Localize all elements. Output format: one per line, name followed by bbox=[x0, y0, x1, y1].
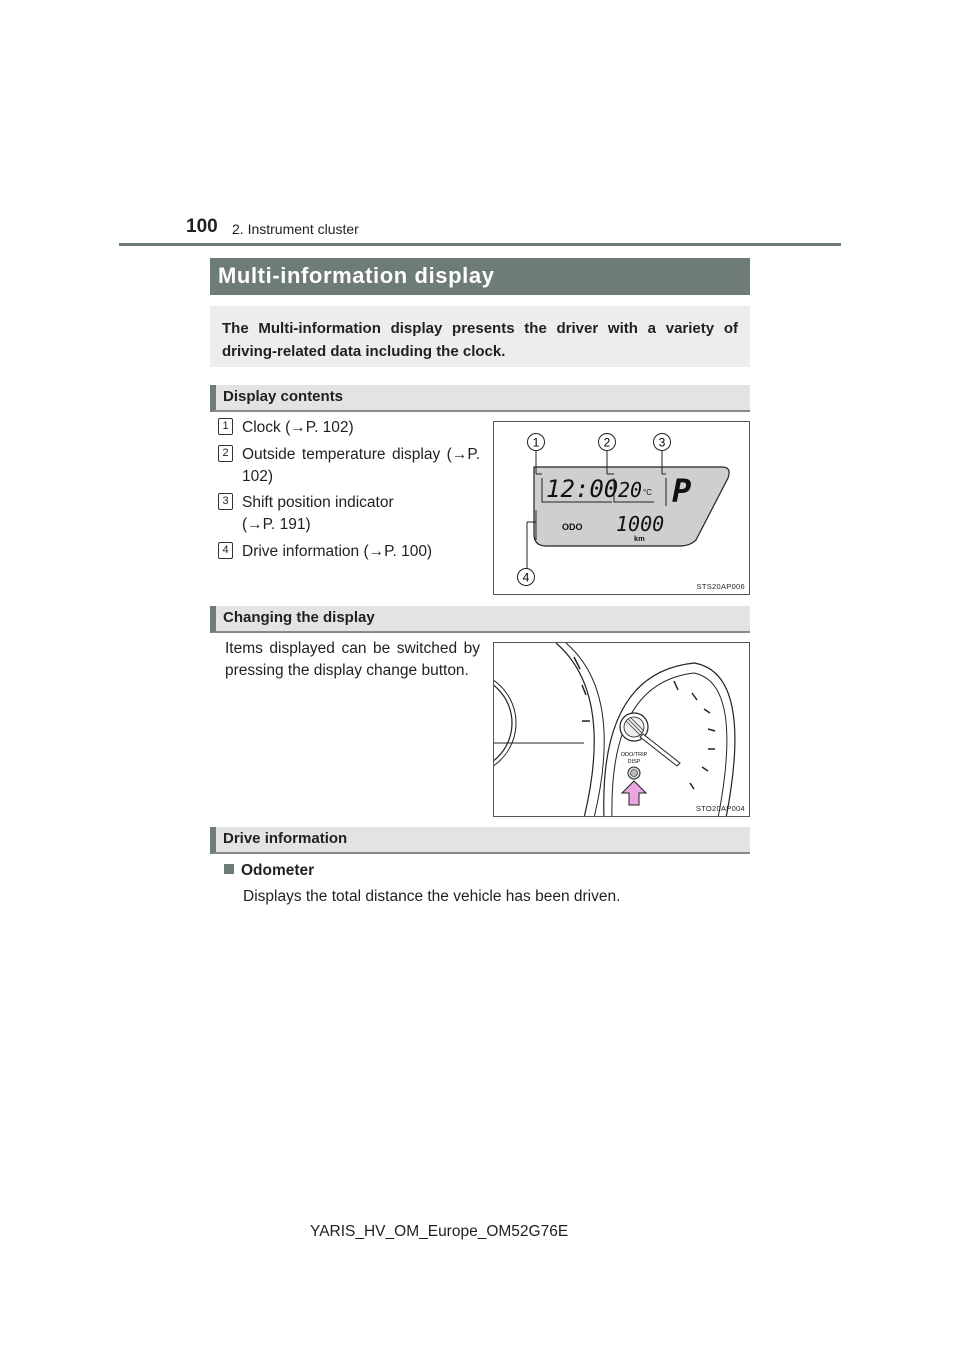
subheader-display-contents: Display contents bbox=[210, 385, 750, 412]
callout-1: 1 bbox=[532, 435, 540, 450]
running-header: 2. Instrument cluster bbox=[232, 221, 359, 237]
temperature-readout: 20 bbox=[618, 478, 643, 502]
callout-4: 4 bbox=[522, 570, 530, 585]
number-2-icon: 2 bbox=[218, 445, 233, 462]
square-bullet-icon bbox=[224, 864, 234, 874]
list-item-text: Shift position indicator (→P. 191) bbox=[242, 494, 394, 533]
bullet-title: Odometer bbox=[241, 862, 315, 879]
button-label-disp: DISP bbox=[627, 759, 641, 765]
changing-display-text: Items displayed can be switched by pressing the display change button. bbox=[225, 640, 480, 679]
odometer-description: Displays the total distance the vehicle has been driven. bbox=[243, 888, 621, 905]
temperature-unit: °C bbox=[643, 488, 652, 497]
section-title: Multi-information display bbox=[210, 258, 750, 295]
figure-code: STS20AP006 bbox=[696, 582, 745, 591]
clock-readout: 12:00 bbox=[546, 475, 619, 503]
list-item-text: Drive information (→P. 100) bbox=[242, 543, 433, 560]
number-1-icon: 1 bbox=[218, 418, 233, 435]
figure-display-contents bbox=[493, 421, 750, 595]
odo-unit: km bbox=[634, 534, 645, 543]
figure-display-change-button bbox=[493, 642, 750, 817]
odo-label: ODO bbox=[562, 522, 583, 532]
callout-3: 3 bbox=[658, 435, 666, 450]
shift-readout: P bbox=[672, 472, 692, 510]
button-label-odo-trip: ODO/TRIP bbox=[620, 752, 648, 758]
page-number: 100 bbox=[186, 216, 218, 237]
number-3-icon: 3 bbox=[218, 493, 233, 510]
header-rule bbox=[119, 243, 841, 246]
display-illustration bbox=[494, 422, 750, 595]
list-item-text: Outside temperature display (→P. 102) bbox=[242, 446, 480, 485]
cluster-illustration bbox=[494, 643, 750, 817]
figure-code: STO20AP004 bbox=[695, 804, 745, 813]
list-item-text: Clock (→P. 102) bbox=[242, 419, 354, 436]
footer-document-code: YARIS_HV_OM_Europe_OM52G76E bbox=[310, 1223, 569, 1240]
subheader-changing-display: Changing the display bbox=[210, 606, 750, 633]
callout-2: 2 bbox=[603, 435, 611, 450]
bullet-heading-odometer bbox=[224, 862, 314, 880]
subheader-drive-information: Drive information bbox=[210, 827, 750, 854]
intro-box: The Multi-information display presents the driver with a variety of driving-related data including the clock. bbox=[210, 306, 750, 367]
arrow-up-icon bbox=[622, 781, 646, 805]
odo-readout: 1000 bbox=[616, 512, 665, 536]
number-4-icon: 4 bbox=[218, 542, 233, 559]
